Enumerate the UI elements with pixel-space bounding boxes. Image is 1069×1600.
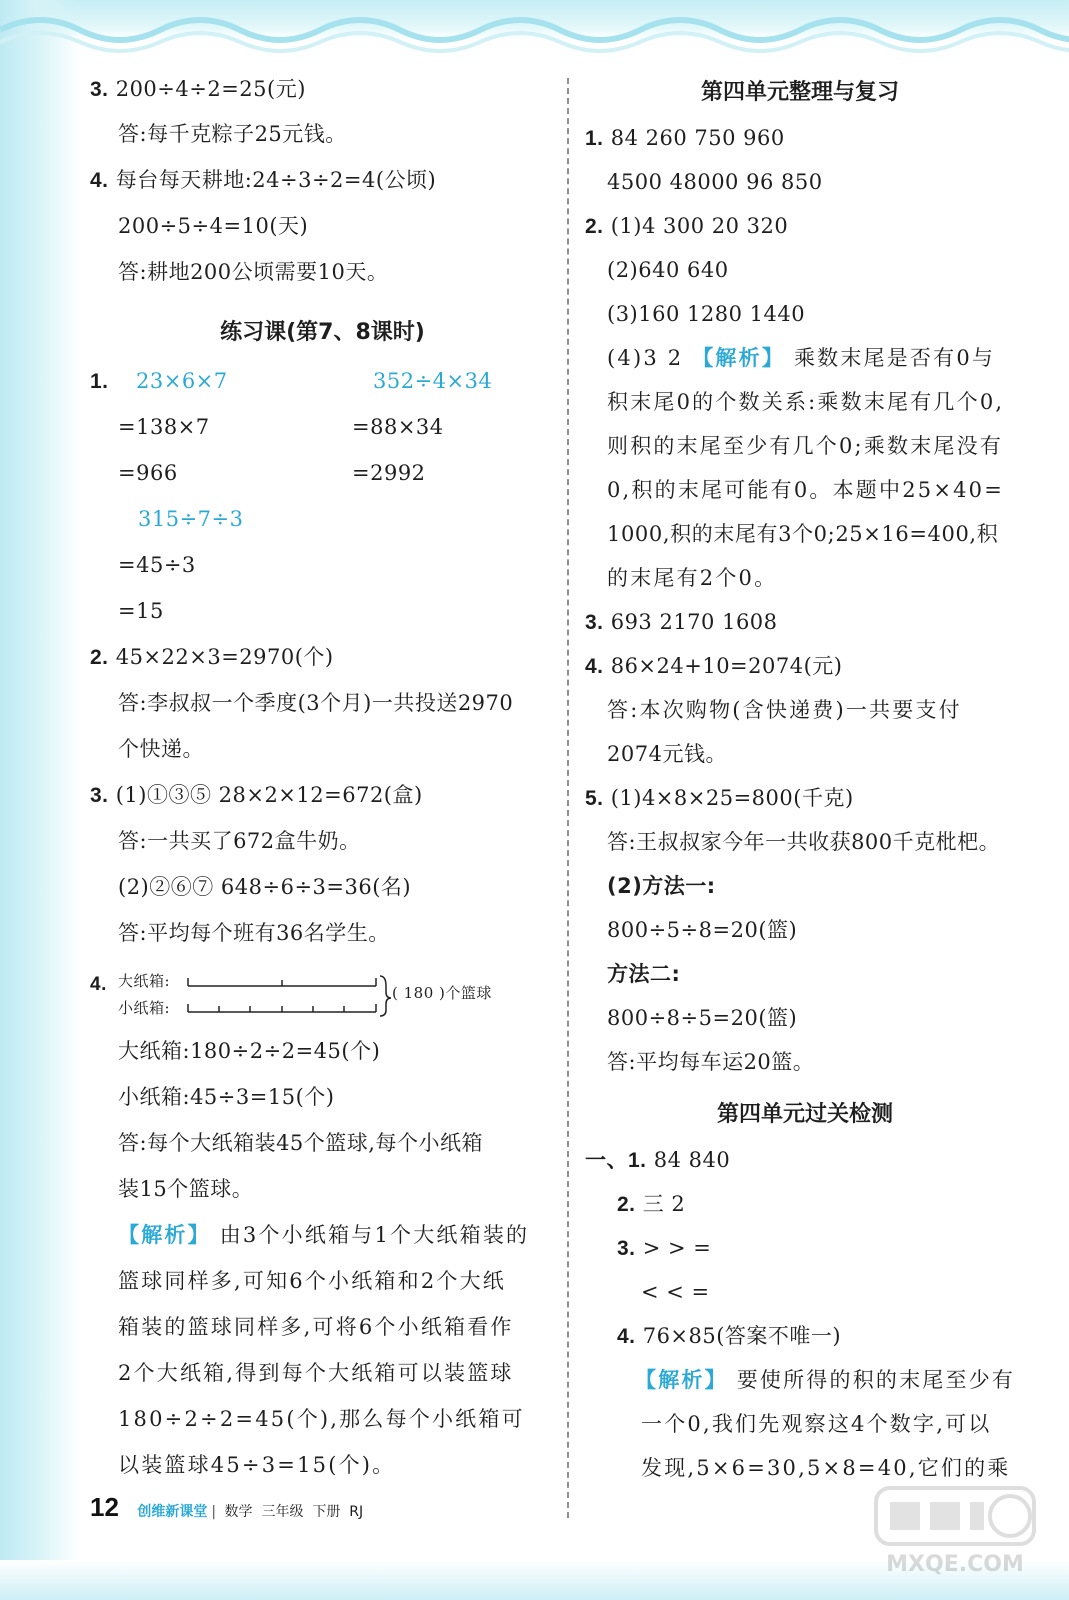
question-number: 1. [90, 370, 109, 393]
answer-line: 1. 84 260 750 960 [585, 126, 785, 150]
answer-line: 大纸箱:180÷2÷2=45(个) [118, 1039, 381, 1063]
column-divider [567, 78, 569, 1518]
answer-line: 答:王叔叔家今年一共收获800千克枇杷。 [607, 830, 1001, 854]
expression-step: =138×7 [118, 415, 210, 439]
line-segment-diagram [90, 968, 555, 1018]
explanation-line: 【解析】 要使所得的积的末尾至少有 [635, 1367, 1016, 1392]
subject: 数学 [224, 1504, 253, 1520]
answer-line: 装15个篮球。 [118, 1177, 254, 1201]
answer-line: 3. 200÷4÷2=25(元) [90, 77, 306, 101]
explanation-line: 发现,5×6=30,5×8=40,它们的乘 [641, 1456, 1011, 1480]
grade: 三年级 [261, 1504, 304, 1520]
answer-line: 3. 693 2170 1608 [585, 610, 778, 634]
answer-line: 小纸箱:45÷3=15(个) [118, 1085, 335, 1109]
page-number: 12 [90, 1492, 119, 1522]
explanation-line: 的末尾有2个0。 [607, 566, 778, 590]
answer-line: 答:每个大纸箱装45个篮球,每个小纸箱 [118, 1131, 483, 1155]
answer-line: 答:本次购物(含快递费)一共要支付 [607, 698, 962, 722]
answer-line: (3)160 1280 1440 [607, 302, 806, 326]
explanation-line: 一个0,我们先观察这4个数字,可以 [641, 1412, 992, 1436]
answer-line: 800÷8÷5=20(篮) [607, 1006, 798, 1030]
big-box-label: 大纸箱: [118, 972, 171, 990]
explanation-line: 则积的末尾至少有几个0;乘数末尾没有 [607, 434, 1004, 458]
answer-line: 200÷5÷4=10(天) [118, 214, 309, 238]
answer-line: 2. 三 2 [617, 1192, 686, 1216]
answer-line: (2)②⑥⑦ 648÷6÷3=36(名) [118, 875, 412, 899]
answer-line: 答:一共买了672盒牛奶。 [118, 829, 361, 853]
small-box-label: 小纸箱: [118, 999, 171, 1017]
explanation-line: 1000,积的末尾有3个0;25×16=400,积 [607, 522, 999, 546]
section-heading: 第四单元过关检测 [716, 1102, 893, 1127]
method-label: (2)方法一: [607, 874, 716, 898]
answer-line: 3. > > = [617, 1236, 712, 1260]
segment-bars [186, 972, 396, 1018]
explanation-line: 180÷2÷2=45(个),那么每个小纸箱可 [118, 1407, 525, 1431]
answer-line: 一、1. 84 840 [585, 1148, 731, 1172]
term: 下册 [312, 1504, 341, 1520]
explanation-line: 积末尾0的个数关系:乘数末尾有几个0, [607, 390, 1005, 414]
page-frame-left [0, 0, 80, 1600]
method-label: 方法二: [607, 962, 681, 986]
expression-step: =966 [118, 461, 178, 485]
answer-line: 3. (1)①③⑤ 28×2×12=672(盒) [90, 783, 423, 807]
answer-line: 答:每千克粽子25元钱。 [118, 122, 347, 146]
explanation-line: 【解析】 由3个小纸箱与1个大纸箱装的 [118, 1222, 530, 1247]
expression-step: =2992 [352, 461, 426, 485]
expression: 352÷4×34 [373, 369, 493, 393]
answer-line: 4500 48000 96 850 [607, 170, 823, 194]
explanation-line: 0,积的末尾可能有0。本题中25×40= [607, 478, 1005, 502]
answer-line: 答:李叔叔一个季度(3个月)一共投送2970 [118, 691, 514, 715]
answer-line: 个快递。 [118, 737, 204, 761]
explanation-line: (4)3 2 【解析】 乘数末尾是否有0与 [607, 345, 996, 370]
answer-line: 答:平均每个班有36名学生。 [118, 921, 390, 945]
expression-step: =15 [118, 599, 164, 623]
answer-line: 2074元钱。 [607, 742, 727, 766]
answer-line: 5. (1)4×8×25=800(千克) [585, 786, 854, 810]
section-heading: 第四单元整理与复习 [700, 80, 899, 105]
explanation-line: 2个大纸箱,得到每个大纸箱可以装篮球 [118, 1361, 514, 1385]
section-heading: 练习课(第7、8课时) [220, 320, 425, 345]
explanation-line: 篮球同样多,可知6个小纸箱和2个大纸 [118, 1269, 506, 1293]
answer-line: 2. (1)4 300 20 320 [585, 214, 789, 238]
answer-line: 4. 76×85(答案不唯一) [617, 1324, 842, 1348]
watermark-logo-icon [870, 1478, 1040, 1558]
answer-line: 答:耕地200公顷需要10天。 [118, 260, 389, 284]
answer-line: (2)640 640 [607, 258, 729, 282]
edition: RJ [349, 1504, 364, 1520]
answer-line: < < = [641, 1280, 710, 1304]
answer-line: 800÷5÷8=20(篮) [607, 918, 798, 942]
answer-line: 4. 每台每天耕地:24÷3÷2=4(公顷) [90, 168, 437, 192]
explanation-line: 以装篮球45÷3=15(个)。 [118, 1453, 396, 1477]
watermark-text: MXQE.COM [886, 1552, 1024, 1577]
page-footer: 12 创维新课堂 | 数学 三年级 下册 RJ [90, 1492, 364, 1522]
expression: 315÷7÷3 [138, 507, 244, 531]
answer-line: 2. 45×22×3=2970(个) [90, 645, 334, 669]
expression: 23×6×7 [136, 369, 228, 393]
wave-border-decoration [0, 0, 1069, 60]
total-basketballs: ( 180 )个篮球 [392, 984, 492, 1002]
expression-step: =45÷3 [118, 553, 196, 577]
explanation-line: 箱装的篮球同样多,可将6个小纸箱看作 [118, 1315, 514, 1339]
expression-step: =88×34 [352, 415, 444, 439]
answer-line: 答:平均每车运20篮。 [607, 1050, 815, 1074]
watermark [870, 1478, 1040, 1588]
answer-line: 4. 86×24+10=2074(元) [585, 654, 843, 678]
brand-name: 创维新课堂 [137, 1504, 208, 1520]
question-number: 4. [90, 974, 107, 995]
